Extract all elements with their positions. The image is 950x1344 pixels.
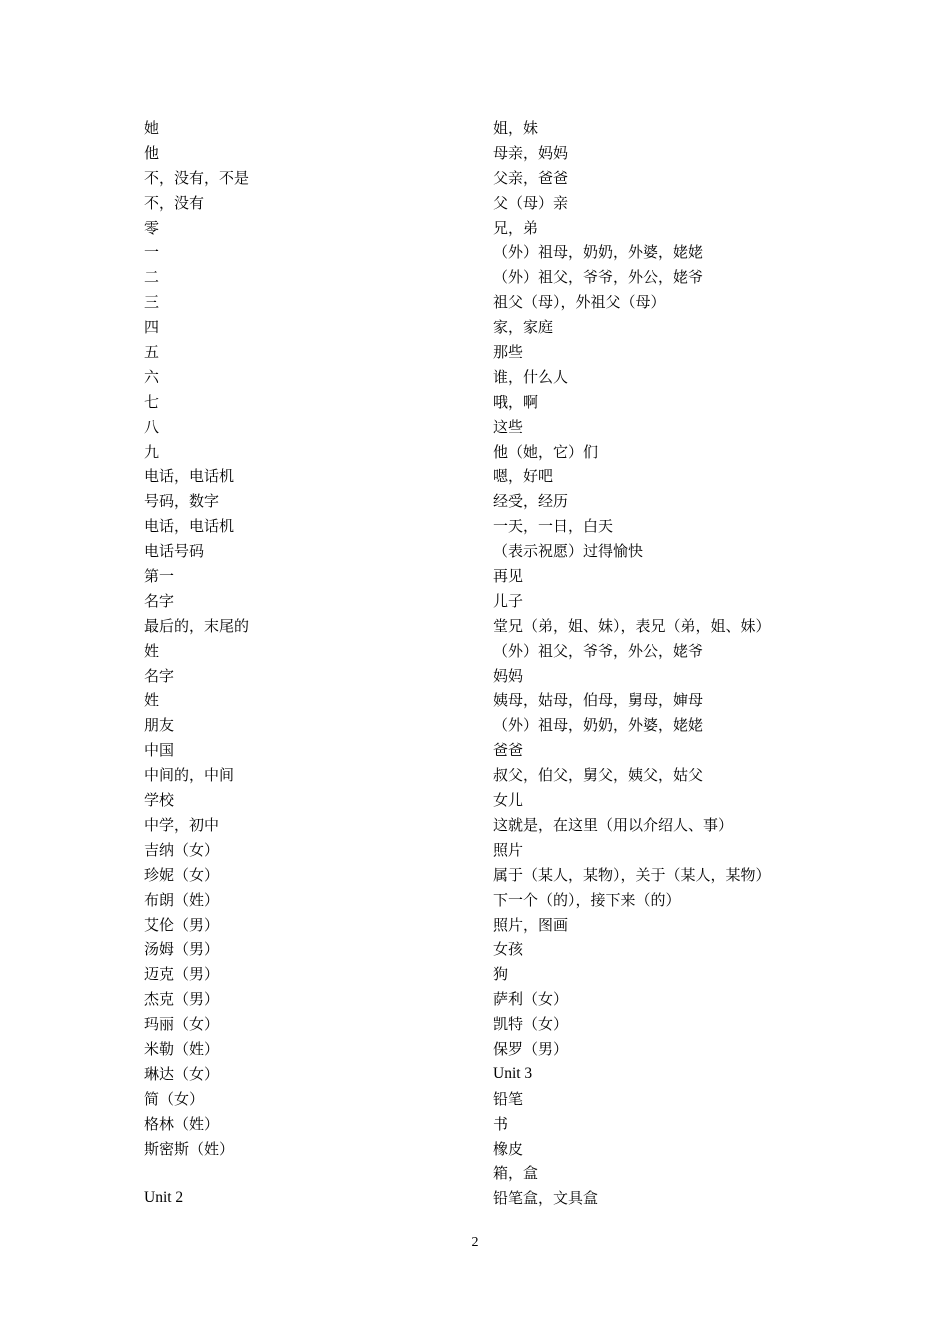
vocabulary-entry: 简（女） xyxy=(144,1089,205,1108)
vocabulary-entry: 号码，数字 xyxy=(144,492,220,511)
vocabulary-entry: 姨母，姑母，伯母，舅母，婶母 xyxy=(493,691,704,710)
vocabulary-entry: 家，家庭 xyxy=(493,318,554,337)
vocabulary-entry: 这些 xyxy=(493,417,524,436)
vocabulary-entry: 最后的，末尾的 xyxy=(144,616,250,635)
vocabulary-entry: 斯密斯（姓） xyxy=(144,1139,235,1158)
vocabulary-entry: 米勒（姓） xyxy=(144,1039,220,1058)
vocabulary-entry: 中间的，中间 xyxy=(144,766,235,785)
vocabulary-entry: 汤姆（男） xyxy=(144,940,220,959)
unit-heading: Unit 3 xyxy=(493,1064,533,1082)
vocabulary-entry: 珍妮（女） xyxy=(144,865,220,884)
vocabulary-entry: 那些 xyxy=(493,343,524,362)
vocabulary-entry: 照片 xyxy=(493,840,524,859)
vocabulary-entry: 铅笔盒，文具盒 xyxy=(493,1189,599,1208)
vocabulary-entry: 中国 xyxy=(144,741,175,760)
vocabulary-entry: （表示祝愿）过得愉快 xyxy=(493,542,644,561)
vocabulary-entry: 一 xyxy=(144,243,160,262)
vocabulary-entry: 叔父，伯父，舅父，姨父，姑父 xyxy=(493,766,704,785)
vocabulary-entry: 兄，弟 xyxy=(493,218,539,237)
vocabulary-entry: 凯特（女） xyxy=(493,1015,569,1034)
vocabulary-entry: （外）祖父，爷爷，外公，姥爷 xyxy=(493,641,704,660)
vocabulary-entry: 照片，图画 xyxy=(493,915,569,934)
vocabulary-entry: （外）祖母，奶奶，外婆，姥姥 xyxy=(493,716,704,735)
vocabulary-entry: 铅笔 xyxy=(493,1089,524,1108)
vocabulary-entry: 姓 xyxy=(144,641,160,660)
vocabulary-entry: 嗯，好吧 xyxy=(493,467,554,486)
vocabulary-entry: 书 xyxy=(493,1114,509,1133)
vocabulary-entry: 杰克（男） xyxy=(144,990,220,1009)
vocabulary-entry: 不，没有 xyxy=(144,193,205,212)
vocabulary-entry: 八 xyxy=(144,417,160,436)
vocabulary-entry: 姓 xyxy=(144,691,160,710)
vocabulary-entry: 五 xyxy=(144,343,160,362)
vocabulary-entry: 姐，妹 xyxy=(493,119,539,137)
vocabulary-entry: 七 xyxy=(144,392,160,411)
vocabulary-entry: 父亲，爸爸 xyxy=(493,168,569,187)
vocabulary-entry: 布朗（姓） xyxy=(144,890,220,909)
right-vocabulary-column xyxy=(493,116,823,1211)
page-number: 2 xyxy=(471,1235,479,1250)
vocabulary-entry: 谁，什么人 xyxy=(493,367,569,386)
vocabulary-entry: 堂兄（弟，姐、妹），表兄（弟，姐、妹） xyxy=(493,616,771,635)
vocabulary-entry: 一天，一日，白天 xyxy=(493,517,614,536)
left-vocabulary-column xyxy=(144,116,464,1211)
vocabulary-entry: 哦，啊 xyxy=(493,392,539,411)
vocabulary-entry: 橡皮 xyxy=(493,1139,524,1158)
vocabulary-entry: 名字 xyxy=(144,666,175,685)
vocabulary-entry: 经受，经历 xyxy=(493,492,569,511)
vocabulary-entry: 朋友 xyxy=(144,716,175,735)
vocabulary-entry: 不，没有，不是 xyxy=(144,168,250,187)
unit-heading: Unit 2 xyxy=(144,1189,184,1207)
vocabulary-entry: 迈克（男） xyxy=(144,965,220,984)
vocabulary-entry: 保罗（男） xyxy=(493,1039,569,1058)
vocabulary-entry: 她 xyxy=(144,119,160,137)
vocabulary-entry: 三 xyxy=(144,293,160,312)
vocabulary-entry: 电话号码 xyxy=(144,542,205,561)
vocabulary-entry: 格林（姓） xyxy=(144,1114,220,1133)
vocabulary-entry: 女孩 xyxy=(493,940,524,959)
vocabulary-entry: 艾伦（男） xyxy=(144,915,220,934)
vocabulary-entry: 电话，电话机 xyxy=(144,467,235,486)
blank-line xyxy=(144,1161,464,1186)
vocabulary-entry: 六 xyxy=(144,367,160,386)
vocabulary-entry: 祖父（母），外祖父（母） xyxy=(493,293,666,312)
vocabulary-entry: 属于（某人，某物），关于（某人，某物） xyxy=(493,865,771,884)
vocabulary-entry: 母亲，妈妈 xyxy=(493,143,569,162)
vocabulary-entry: 女儿 xyxy=(493,791,524,810)
vocabulary-entry: 妈妈 xyxy=(493,666,524,685)
vocabulary-entry: 狗 xyxy=(493,965,509,984)
vocabulary-entry: 这就是，在这里（用以介绍人、事） xyxy=(493,815,734,834)
vocabulary-entry: 零 xyxy=(144,218,160,237)
vocabulary-entry: 琳达（女） xyxy=(144,1064,220,1083)
vocabulary-entry: 爸爸 xyxy=(493,741,524,760)
vocabulary-entry: 父（母）亲 xyxy=(493,193,569,212)
vocabulary-entry: 箱，盒 xyxy=(493,1164,539,1183)
vocabulary-entry: （外）祖母，奶奶，外婆，姥姥 xyxy=(493,243,704,262)
vocabulary-entry: 萨利（女） xyxy=(493,990,569,1009)
vocabulary-entry: 下一个（的），接下来（的） xyxy=(493,890,681,909)
vocabulary-entry: 吉纳（女） xyxy=(144,840,220,859)
vocabulary-entry: 第一 xyxy=(144,567,175,586)
vocabulary-entry: 儿子 xyxy=(493,591,524,610)
vocabulary-entry: 玛丽（女） xyxy=(144,1015,220,1034)
vocabulary-entry: 四 xyxy=(144,318,160,337)
vocabulary-entry: 名字 xyxy=(144,591,175,610)
vocabulary-entry: 学校 xyxy=(144,791,175,810)
vocabulary-entry: 中学，初中 xyxy=(144,815,220,834)
vocabulary-entry: 二 xyxy=(144,268,160,287)
vocabulary-entry: 他 xyxy=(144,143,160,162)
vocabulary-entry: 电话，电话机 xyxy=(144,517,235,536)
vocabulary-entry: 他（她，它）们 xyxy=(493,442,599,461)
vocabulary-entry: （外）祖父，爷爷，外公，姥爷 xyxy=(493,268,704,287)
vocabulary-entry: 再见 xyxy=(493,567,524,586)
vocabulary-entry: 九 xyxy=(144,442,160,461)
